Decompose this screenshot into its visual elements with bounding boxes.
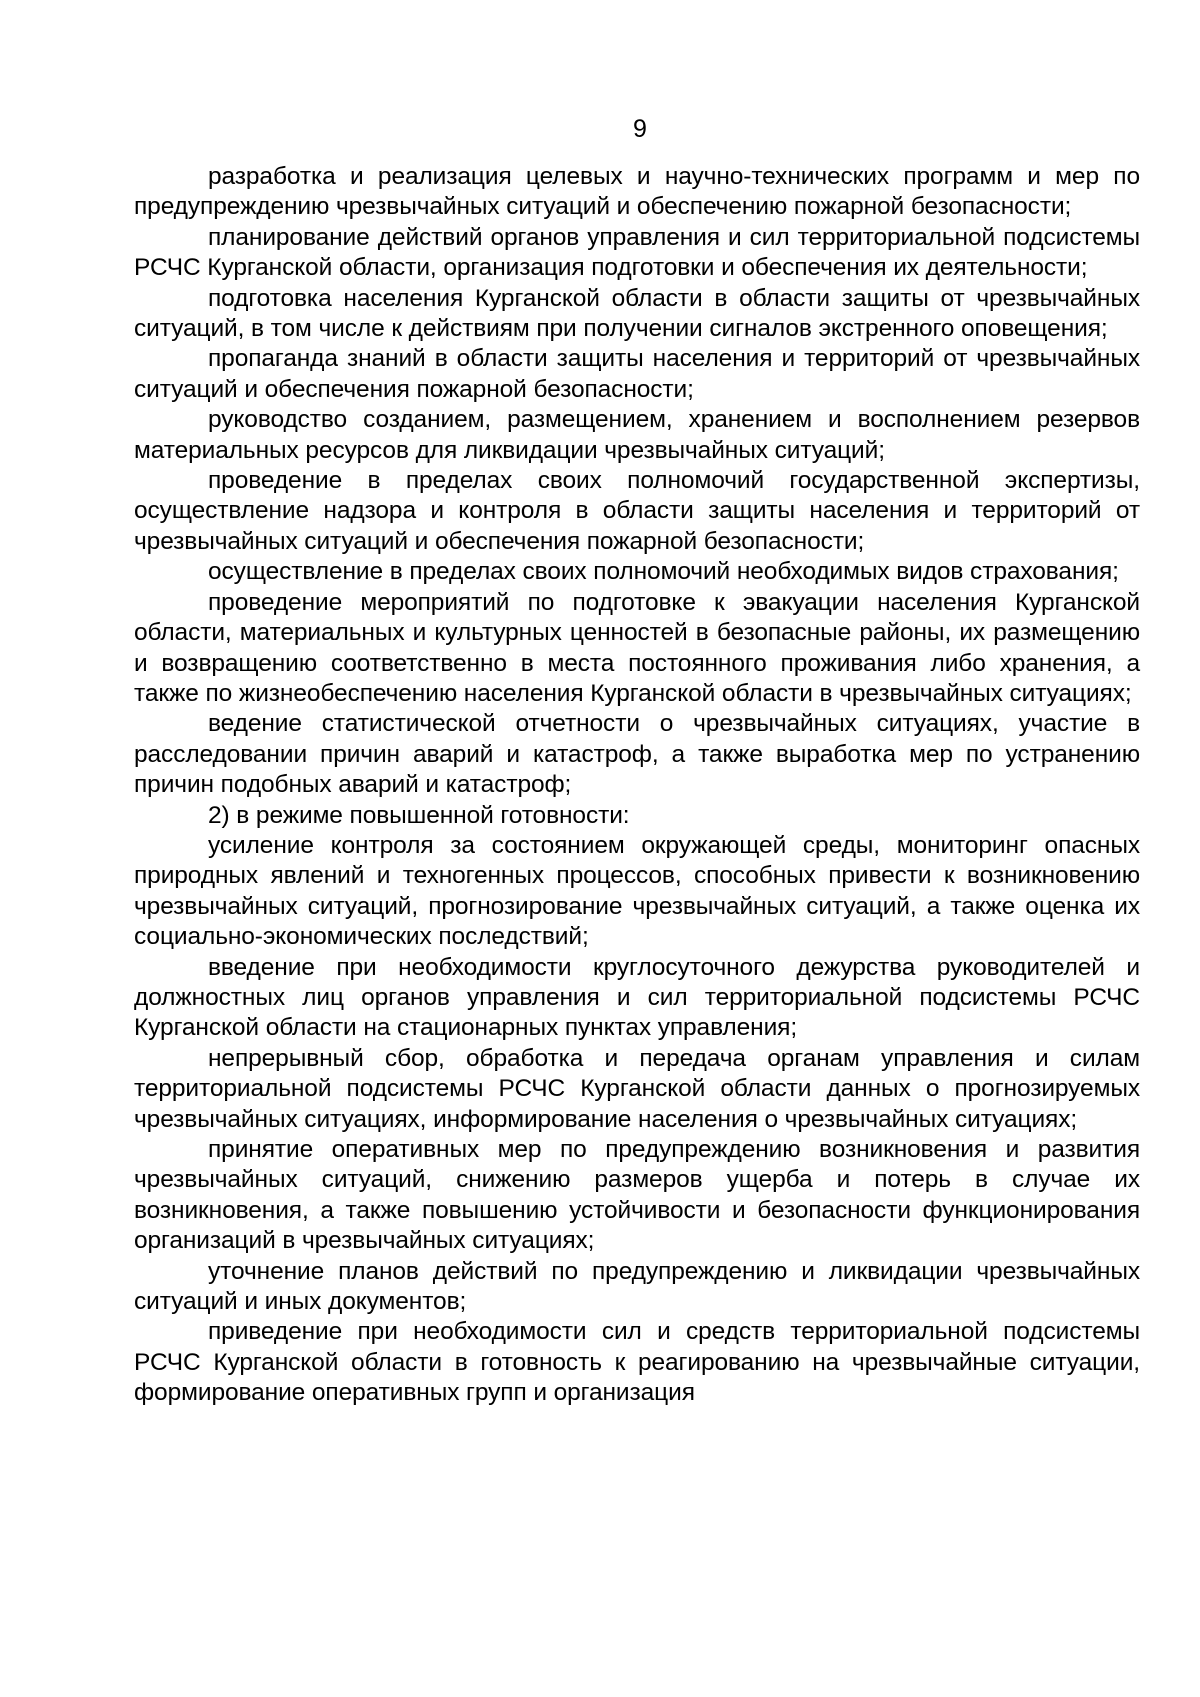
- paragraph: подготовка населения Курганской области в области защиты от чрезвычайных ситуаций, в том числе к действиям при получении сигналов экстренного оповещения;: [134, 284, 1140, 343]
- paragraph: осуществление в пределах своих полномочий необходимых видов страхования;: [208, 558, 1119, 586]
- paragraph: уточнение планов действий по предупреждению и ликвидации чрезвычайных ситуаций и иных документов;: [134, 1257, 1140, 1316]
- paragraph: руководство созданием, размещением, хранением и восполнением резервов материальных ресурсов для ликвидации чрезвычайных ситуаций;: [134, 406, 1140, 464]
- paragraph: введение при необходимости круглосуточного дежурства руководителей и должностных лиц органов управления и сил территориальной подсистемы РСЧС Курганской области на стационарных пунктах управления;: [134, 953, 1140, 1042]
- paragraph: непрерывный сбор, обработка и передача органам управления и силам территориальной подсистемы РСЧС Курганской области данных о прогнозируемых чрезвычайных ситуациях, информирование населения о чрезвычайных ситуациях;: [134, 1044, 1140, 1133]
- paragraph: принятие оперативных мер по предупреждению возникновения и развития чрезвычайных ситуаций, снижению размеров ущерба и потерь в случае их возникновения, а также повышению устойчивости и безопасности функционирования организаций в чрезвычайных ситуациях;: [134, 1136, 1140, 1255]
- section-heading: 2) в режиме повышенной готовности:: [208, 801, 630, 829]
- paragraph: усиление контроля за состоянием окружающей среды, мониторинг опасных природных явлений и техногенных процессов, способных привести к возникновению чрезвычайных ситуаций, прогнозирование чрезвычайных ситуаций, а также оценка их социально-экономических последствий;: [134, 831, 1140, 951]
- paragraph: ведение статистической отчетности о чрезвычайных ситуациях, участие в расследовании причин аварий и катастроф, а также выработка мер по устранению причин подобных аварий и катастроф;: [134, 710, 1140, 799]
- page-number: 9: [633, 115, 647, 143]
- paragraph: планирование действий органов управления и сил территориальной подсистемы РСЧС Курганской области, организация подготовки и обеспечения их деятельности;: [134, 223, 1140, 282]
- document-body: [134, 162, 1140, 1409]
- paragraph: приведение при необходимости сил и средств территориальной подсистемы РСЧС Курганской области в готовность к реагированию на чрезвычайные ситуации, формирование оперативных групп и организация: [134, 1318, 1140, 1407]
- paragraph: проведение мероприятий по подготовке к эвакуации населения Курганской области, материальных и культурных ценностей в безопасные районы, их размещению и возвращению соответственно в места постоянного проживания либо хранения, а также по жизнеобеспечению населения Курганской области в чрезвычайных ситуациях;: [134, 588, 1140, 707]
- paragraph: пропаганда знаний в области защиты населения и территорий от чрезвычайных ситуаций и обеспечения пожарной безопасности;: [134, 345, 1140, 403]
- paragraph: проведение в пределах своих полномочий государственной экспертизы, осуществление надзора и контроля в области защиты населения и территорий от чрезвычайных ситуаций и обеспечения пожарной безопасности;: [134, 467, 1140, 555]
- paragraph: разработка и реализация целевых и научно-технических программ и мер по предупреждению чрезвычайных ситуаций и обеспечению пожарной безопасности;: [134, 163, 1140, 221]
